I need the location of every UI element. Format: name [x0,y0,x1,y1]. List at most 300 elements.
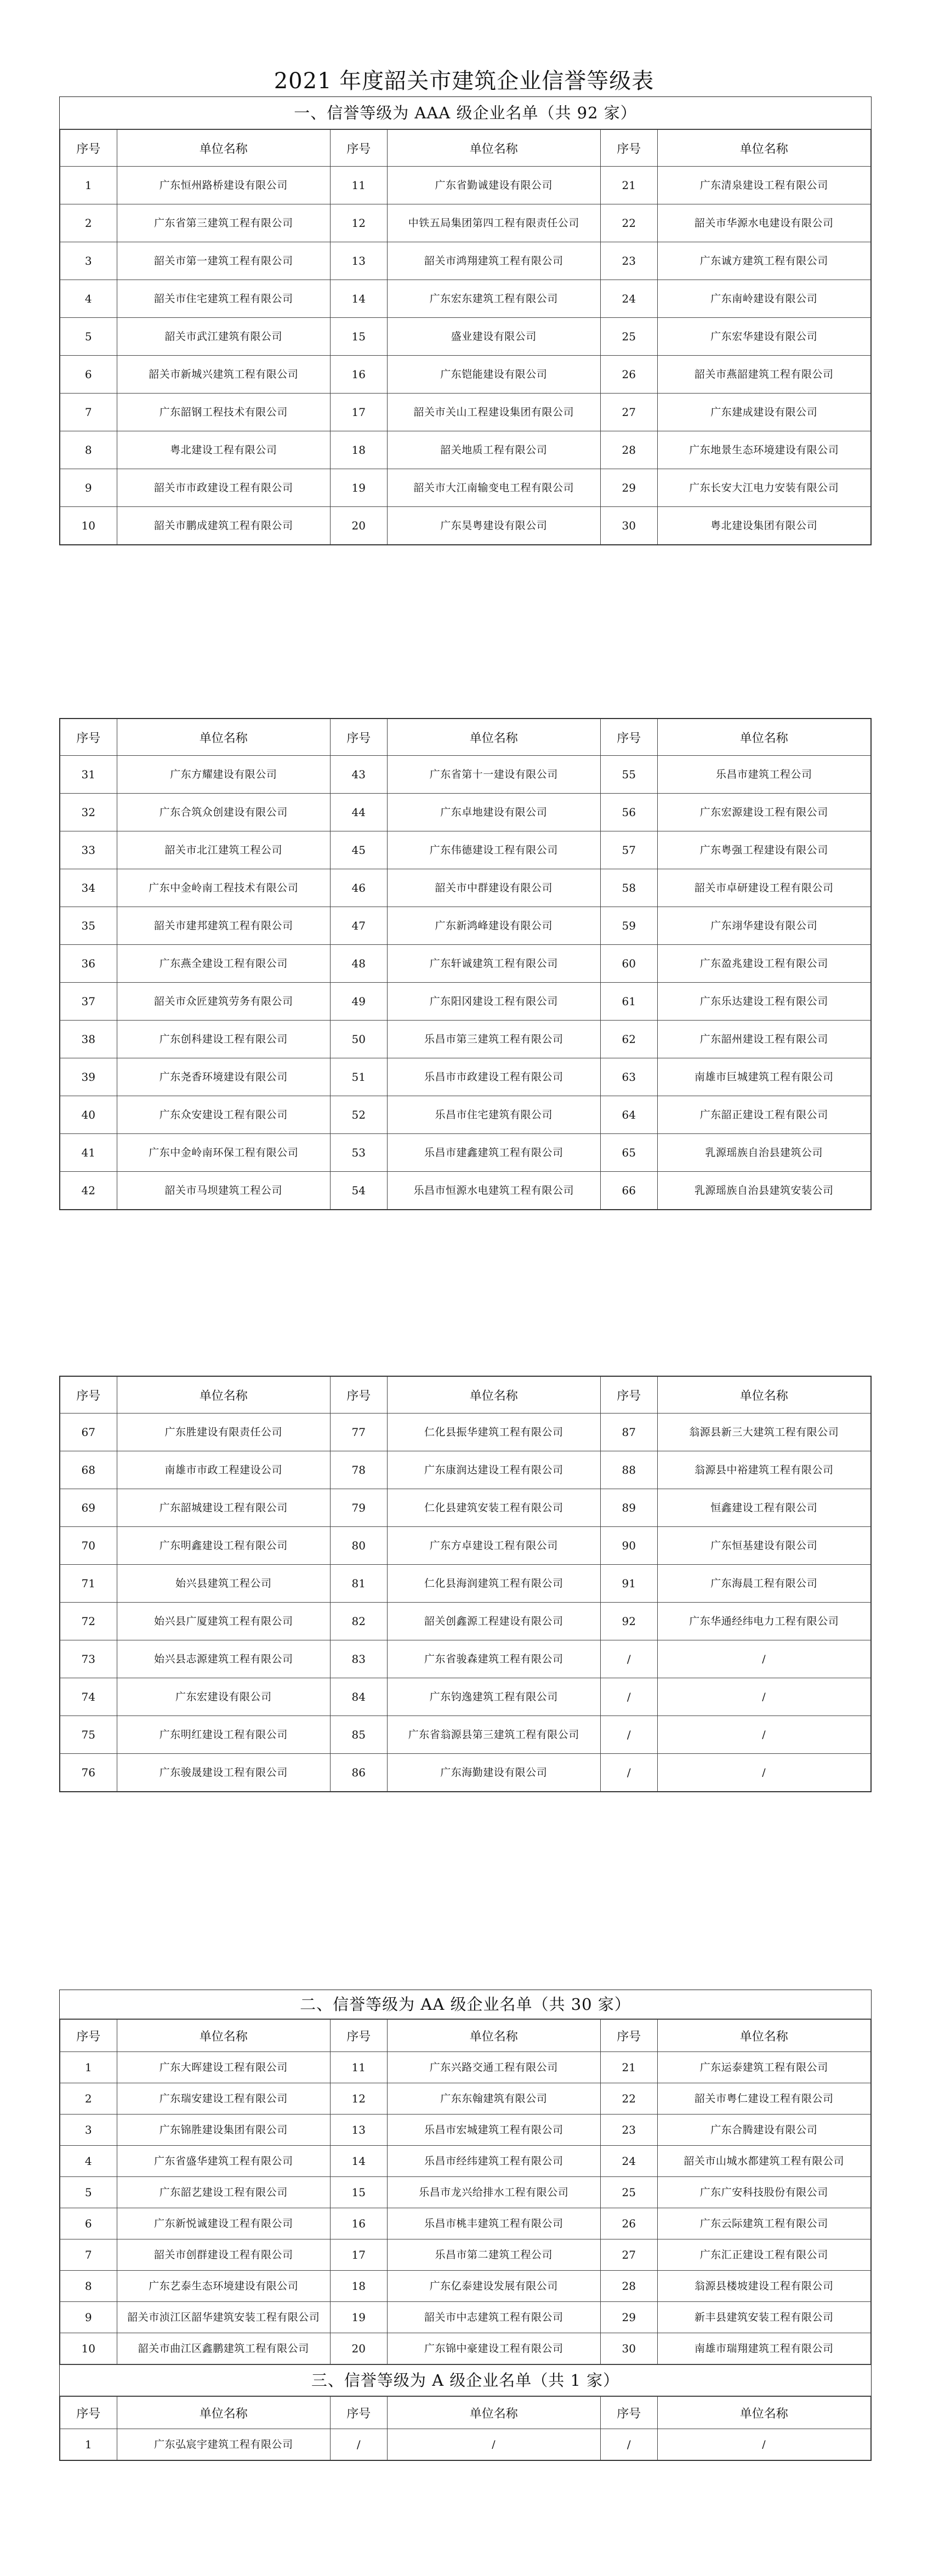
company-name: 广东盈兆建设工程有限公司 [657,945,871,983]
row-number: 34 [60,869,117,907]
company-name: 韶关市浈江区韶华建筑安装工程有限公司 [117,2302,330,2333]
company-name: 韶关市关山工程建设集团有限公司 [387,394,600,431]
aa-and-a-table [59,1990,872,2461]
table-row [60,794,871,831]
table-row [60,318,871,356]
header-row [60,2397,871,2429]
row-number: 3 [60,242,117,280]
row-number: 25 [600,318,657,356]
company-name: 广东兴路交通工程有限公司 [387,2052,600,2083]
row-number: 65 [600,1134,657,1172]
company-name: 广东宏源建设工程有限公司 [657,794,871,831]
table-row [60,242,871,280]
company-name: 广东众安建设工程有限公司 [117,1096,330,1134]
company-name: 韶关市市政建设工程有限公司 [117,469,330,507]
company-name: 广东康润达建设工程有限公司 [387,1451,600,1489]
company-name: 广东中金岭南环保工程有限公司 [117,1134,330,1172]
company-name: 乐昌市第三建筑工程有限公司 [387,1021,600,1058]
company-name: 仁化县建筑安装工程有限公司 [387,1489,600,1527]
row-number: 17 [330,2239,387,2271]
company-name: 广东创科建设工程有限公司 [117,1021,330,1058]
company-name: 粤北建设集团有限公司 [657,507,871,545]
row-number: 9 [60,2302,117,2333]
company-name: / [387,2429,600,2460]
company-name: 广东明红建设工程有限公司 [117,1716,330,1754]
table-row [60,2083,871,2115]
company-table [60,2396,871,2460]
table-row [60,2177,871,2208]
row-number: 7 [60,394,117,431]
row-number: 31 [60,756,117,794]
row-number: 11 [330,2052,387,2083]
row-number: 8 [60,2271,117,2302]
row-number: 87 [600,1414,657,1451]
row-number: 4 [60,280,117,318]
row-number: 15 [330,2177,387,2208]
table-row [60,1096,871,1134]
company-name: 翁源县中裕建筑工程有限公司 [657,1451,871,1489]
row-number: 71 [60,1565,117,1603]
company-name: 广东汇正建设工程有限公司 [657,2239,871,2271]
company-name: 广东粤强工程建设有限公司 [657,831,871,869]
company-name: 韶关市鸿翔建筑工程有限公司 [387,242,600,280]
row-number: 14 [330,2146,387,2177]
row-number: 81 [330,1565,387,1603]
company-name: 广东尧香环境建设有限公司 [117,1058,330,1096]
company-name: 韶关市华源水电建设有限公司 [657,204,871,242]
company-name: 广东锦胜建设集团有限公司 [117,2115,330,2146]
section-title-aa: 二、信誉等级为 AA 级企业名单（共 30 家） [60,1990,871,2019]
company-name: 粤北建设工程有限公司 [117,431,330,469]
company-name: 广东韶钢工程技术有限公司 [117,394,330,431]
row-number: 52 [330,1096,387,1134]
company-name: 广东韶城建设工程有限公司 [117,1489,330,1527]
row-number: 86 [330,1754,387,1792]
row-number: 67 [60,1414,117,1451]
row-number: 40 [60,1096,117,1134]
company-name: 广东钧逸建筑工程有限公司 [387,1678,600,1716]
row-number: 89 [600,1489,657,1527]
table-row [60,2146,871,2177]
row-number: 75 [60,1716,117,1754]
row-number: 5 [60,2177,117,2208]
company-name: 乐昌市宏城建筑工程有限公司 [387,2115,600,2146]
header-no: 序号 [60,1377,117,1414]
table-row [60,1058,871,1096]
header-name: 单位名称 [117,1377,330,1414]
company-name: 广东省盛华建筑工程有限公司 [117,2146,330,2177]
company-name: / [657,1678,871,1716]
header-no: 序号 [60,2020,117,2052]
company-name: 乐昌市市政建设工程有限公司 [387,1058,600,1096]
row-number: 2 [60,2083,117,2115]
row-number: 79 [330,1489,387,1527]
row-number: 17 [330,394,387,431]
header-name: 单位名称 [657,1377,871,1414]
header-no: 序号 [60,130,117,167]
company-name: 广东宏建设有限公司 [117,1678,330,1716]
row-number: 54 [330,1172,387,1210]
company-name: 仁化县海润建筑工程有限公司 [387,1565,600,1603]
row-number: 85 [330,1716,387,1754]
company-name: 广东方卓建设工程有限公司 [387,1527,600,1565]
company-name: 广东昊粤建设有限公司 [387,507,600,545]
row-number: 51 [330,1058,387,1096]
company-name: 广东锦中豪建设工程有限公司 [387,2333,600,2364]
company-name: 广东明鑫建设工程有限公司 [117,1527,330,1565]
row-number: 23 [600,2115,657,2146]
row-number: 91 [600,1565,657,1603]
company-name: 广东韶艺建设工程有限公司 [117,2177,330,2208]
company-name: 韶关市山城水都建筑工程有限公司 [657,2146,871,2177]
company-name: 广东骏晟建设工程有限公司 [117,1754,330,1792]
row-number: 49 [330,983,387,1021]
company-name: 韶关市马坝建筑工程公司 [117,1172,330,1210]
row-number: 10 [60,507,117,545]
company-name: 翁源县新三大建筑工程有限公司 [657,1414,871,1451]
row-number: 82 [330,1603,387,1640]
company-name: 广东韶州建设工程有限公司 [657,1021,871,1058]
company-name: 广东宏华建设有限公司 [657,318,871,356]
row-number: 15 [330,318,387,356]
header-name: 单位名称 [117,2020,330,2052]
row-number: 16 [330,356,387,394]
company-name: 广东恒基建设有限公司 [657,1527,871,1565]
company-name: 广东卓地建设有限公司 [387,794,600,831]
company-name: / [657,1640,871,1678]
row-number: 16 [330,2208,387,2239]
row-number: 1 [60,2429,117,2460]
company-name: 韶关地质工程有限公司 [387,431,600,469]
company-name: 南雄市巨城建筑工程有限公司 [657,1058,871,1096]
company-name: 广东运泰建筑工程有限公司 [657,2052,871,2083]
row-number: 5 [60,318,117,356]
company-name: 广东清泉建设工程有限公司 [657,167,871,204]
company-name: 盛业建设有限公司 [387,318,600,356]
row-number: 48 [330,945,387,983]
header-no: 序号 [600,130,657,167]
row-number: 22 [600,204,657,242]
row-number: 7 [60,2239,117,2271]
company-name: 韶关市新城兴建筑工程有限公司 [117,356,330,394]
table-row [60,869,871,907]
company-name: / [657,1716,871,1754]
row-number: 92 [600,1603,657,1640]
header-no: 序号 [60,719,117,756]
table-row [60,507,871,545]
company-name: 广东海勤建设有限公司 [387,1754,600,1792]
header-name: 单位名称 [387,2020,600,2052]
company-name: 韶关市曲江区鑫鹏建筑工程有限公司 [117,2333,330,2364]
table-row [60,280,871,318]
company-name: 广东省第十一建设有限公司 [387,756,600,794]
row-number: 78 [330,1451,387,1489]
company-name: 乐昌市建筑工程公司 [657,756,871,794]
row-number: 21 [600,167,657,204]
row-number: / [600,1640,657,1678]
table-row [60,831,871,869]
company-name: 乐昌市第二建筑工程公司 [387,2239,600,2271]
company-name: 广东地景生态环境建设有限公司 [657,431,871,469]
company-name: 韶关市北江建筑工程公司 [117,831,330,869]
header-name: 单位名称 [387,1377,600,1414]
company-name: 广东燕全建设工程有限公司 [117,945,330,983]
row-number: / [600,1716,657,1754]
company-name: 韶关市武江建筑有限公司 [117,318,330,356]
table-row [60,907,871,945]
aaa-table-part-1 [59,96,872,545]
row-number: 29 [600,2302,657,2333]
row-number: 83 [330,1640,387,1678]
table-row [60,2052,871,2083]
company-name: 始兴县志源建筑工程有限公司 [117,1640,330,1678]
row-number: 27 [600,394,657,431]
header-name: 单位名称 [657,2397,871,2429]
company-name: 始兴县建筑工程公司 [117,1565,330,1603]
company-name: 广东海晨工程有限公司 [657,1565,871,1603]
company-name: 广东云际建筑工程有限公司 [657,2208,871,2239]
company-name: 乐昌市龙兴给排水工程有限公司 [387,2177,600,2208]
row-number: 72 [60,1603,117,1640]
company-name: 广东恒州路桥建设有限公司 [117,167,330,204]
row-number: 73 [60,1640,117,1678]
row-number: 64 [600,1096,657,1134]
company-name: 恒鑫建设工程有限公司 [657,1489,871,1527]
section-title-a: 三、信誉等级为 A 级企业名单（共 1 家） [60,2364,871,2396]
row-number: 32 [60,794,117,831]
row-number: 74 [60,1678,117,1716]
header-name: 单位名称 [387,719,600,756]
row-number: 23 [600,242,657,280]
row-number: 60 [600,945,657,983]
table-row [60,1527,871,1565]
company-name: 广东轩诚建筑工程有限公司 [387,945,600,983]
table-row [60,1754,871,1792]
table-row [60,1414,871,1451]
row-number: 1 [60,2052,117,2083]
header-row [60,1377,871,1414]
row-number: 37 [60,983,117,1021]
company-name: 广东诚方建筑工程有限公司 [657,242,871,280]
company-name: 广东铠能建设有限公司 [387,356,600,394]
company-name: 乐昌市经纬建筑工程有限公司 [387,2146,600,2177]
aaa-table-part-3 [59,1376,872,1792]
company-name: 广东南岭建设有限公司 [657,280,871,318]
company-name: 广东长安大江电力安装有限公司 [657,469,871,507]
header-no: 序号 [600,2020,657,2052]
row-number: 63 [600,1058,657,1096]
table-row [60,1172,871,1210]
header-row [60,130,871,167]
table-row [60,2429,871,2460]
table-row [60,2115,871,2146]
header-no: 序号 [600,719,657,756]
row-number: 26 [600,2208,657,2239]
table-row [60,167,871,204]
company-name: 仁化县振华建筑工程有限公司 [387,1414,600,1451]
row-number: 24 [600,2146,657,2177]
row-number: / [330,2429,387,2460]
table-row [60,1021,871,1058]
company-name: 乳源瑶族自治县建筑公司 [657,1134,871,1172]
row-number: 42 [60,1172,117,1210]
company-name: 韶关市卓研建设工程有限公司 [657,869,871,907]
header-name: 单位名称 [657,2020,871,2052]
row-number: 88 [600,1451,657,1489]
company-name: 广东艺泰生态环境建设有限公司 [117,2271,330,2302]
company-name: 南雄市瑞翔建筑工程有限公司 [657,2333,871,2364]
company-name: 广东胜建设有限责任公司 [117,1414,330,1451]
company-name: 广东中金岭南工程技术有限公司 [117,869,330,907]
table-row [60,394,871,431]
row-number: 14 [330,280,387,318]
row-number: 39 [60,1058,117,1096]
company-name: 韶关市中群建设有限公司 [387,869,600,907]
header-name: 单位名称 [387,2397,600,2429]
row-number: 77 [330,1414,387,1451]
company-name: 广东韶正建设工程有限公司 [657,1096,871,1134]
row-number: 43 [330,756,387,794]
row-number: 11 [330,167,387,204]
company-name: 始兴县广厦建筑工程有限公司 [117,1603,330,1640]
row-number: 20 [330,2333,387,2364]
row-number: 26 [600,356,657,394]
row-number: 19 [330,469,387,507]
row-number: 13 [330,242,387,280]
table-row [60,1716,871,1754]
row-number: 46 [330,869,387,907]
table-row [60,983,871,1021]
row-number: 36 [60,945,117,983]
company-name: 南雄市市政工程建设公司 [117,1451,330,1489]
row-number: 28 [600,431,657,469]
company-name: 广东阳冈建设工程有限公司 [387,983,600,1021]
table-row [60,431,871,469]
table-row [60,1640,871,1678]
row-number: 6 [60,356,117,394]
row-number: 90 [600,1527,657,1565]
row-number: 4 [60,2146,117,2177]
row-number: 30 [600,507,657,545]
company-name: 广东华通经纬电力工程有限公司 [657,1603,871,1640]
table-row [60,756,871,794]
row-number: 45 [330,831,387,869]
company-name: 乐昌市住宅建筑有限公司 [387,1096,600,1134]
table-row [60,2302,871,2333]
company-name: / [657,2429,871,2460]
section-title-aaa: 一、信誉等级为 AAA 级企业名单（共 92 家） [60,97,871,129]
header-no: 序号 [330,1377,387,1414]
company-name: 广东乐达建设工程有限公司 [657,983,871,1021]
company-name: 中铁五局集团第四工程有限责任公司 [387,204,600,242]
company-name: 韶关市鹏成建筑工程有限公司 [117,507,330,545]
row-number: 38 [60,1021,117,1058]
row-number: 2 [60,204,117,242]
row-number: 18 [330,431,387,469]
row-number: / [600,1754,657,1792]
row-number: 44 [330,794,387,831]
company-name: 广东合腾建设有限公司 [657,2115,871,2146]
row-number: 22 [600,2083,657,2115]
row-number: 59 [600,907,657,945]
row-number: 25 [600,2177,657,2208]
row-number: 19 [330,2302,387,2333]
company-name: 广东省第三建筑工程有限公司 [117,204,330,242]
header-no: 序号 [330,2020,387,2052]
company-name: 广东新鸿峰建设有限公司 [387,907,600,945]
row-number: 57 [600,831,657,869]
row-number: 61 [600,983,657,1021]
table-row [60,945,871,983]
row-number: 13 [330,2115,387,2146]
company-name: 韶关创鑫源工程建设有限公司 [387,1603,600,1640]
company-name: 韶关市中志建筑工程有限公司 [387,2302,600,2333]
company-name: 广东弘宸宇建筑工程有限公司 [117,2429,330,2460]
row-number: / [600,1678,657,1716]
row-number: 69 [60,1489,117,1527]
row-number: 18 [330,2271,387,2302]
company-name: 广东建成建设有限公司 [657,394,871,431]
table-row [60,1451,871,1489]
company-name: 广东省骏森建筑工程有限公司 [387,1640,600,1678]
company-name: 韶关市第一建筑工程有限公司 [117,242,330,280]
company-name: 广东宏东建筑工程有限公司 [387,280,600,318]
row-number: 47 [330,907,387,945]
table-row [60,2333,871,2364]
header-no: 序号 [330,2397,387,2429]
row-number: 8 [60,431,117,469]
company-table [60,2019,871,2364]
company-name: 韶关市创群建设工程有限公司 [117,2239,330,2271]
company-name: 广东新悦诚建设工程有限公司 [117,2208,330,2239]
company-name: 新丰县建筑安装工程有限公司 [657,2302,871,2333]
row-number: 50 [330,1021,387,1058]
table-row [60,469,871,507]
table-row [60,204,871,242]
row-number: 66 [600,1172,657,1210]
company-name: 韶关市粤仁建设工程有限公司 [657,2083,871,2115]
row-number: 55 [600,756,657,794]
row-number: 24 [600,280,657,318]
table-row [60,1603,871,1640]
company-name: 广东瑞安建设工程有限公司 [117,2083,330,2115]
company-name: 广东广安科技股份有限公司 [657,2177,871,2208]
header-name: 单位名称 [117,719,330,756]
company-name: / [657,1754,871,1792]
row-number: / [600,2429,657,2460]
row-number: 35 [60,907,117,945]
row-number: 68 [60,1451,117,1489]
header-row [60,719,871,756]
row-number: 20 [330,507,387,545]
header-name: 单位名称 [387,130,600,167]
company-name: 广东东翰建筑有限公司 [387,2083,600,2115]
company-name: 乳源瑶族自治县建筑安装公司 [657,1172,871,1210]
row-number: 29 [600,469,657,507]
company-name: 乐昌市建鑫建筑工程有限公司 [387,1134,600,1172]
company-name: 广东大晖建设工程有限公司 [117,2052,330,2083]
table-row [60,1565,871,1603]
row-number: 58 [600,869,657,907]
table-row [60,1134,871,1172]
row-number: 33 [60,831,117,869]
company-name: 韶关市大江南输变电工程有限公司 [387,469,600,507]
aaa-table-part-2 [59,718,872,1210]
header-no: 序号 [330,719,387,756]
company-name: 广东方耀建设有限公司 [117,756,330,794]
row-number: 30 [600,2333,657,2364]
document-title: 2021 年度韶关市建筑企业信誉等级表 [274,69,654,94]
